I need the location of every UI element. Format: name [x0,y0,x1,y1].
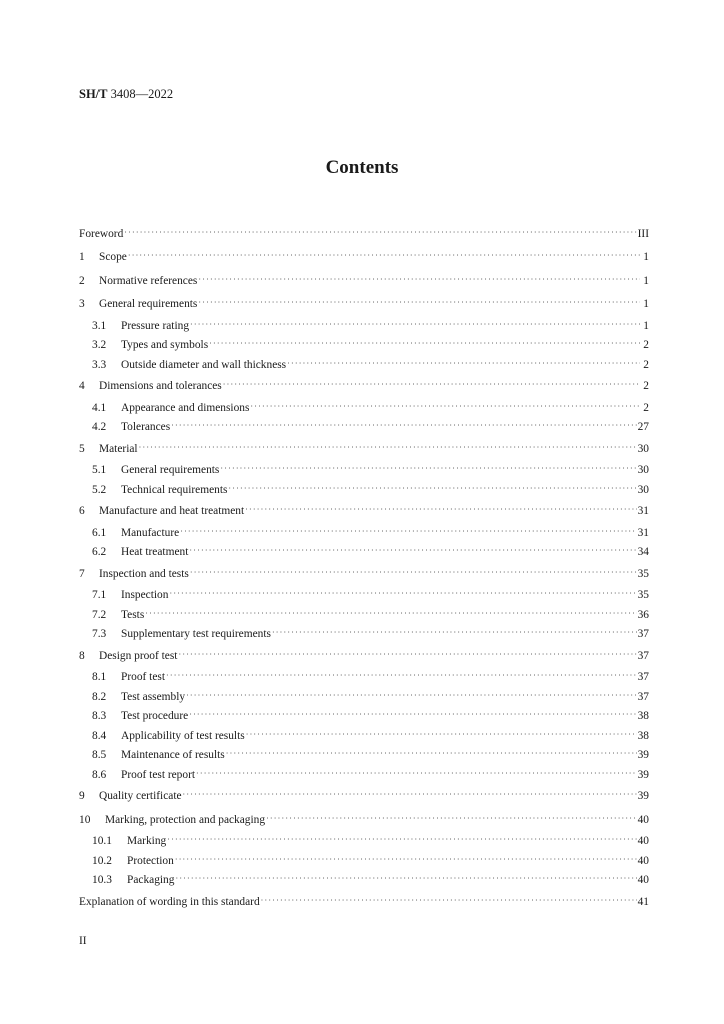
toc-entry[interactable] [79,461,649,481]
table-of-contents [79,222,649,914]
toc-entry-title: Explanation of wording in this standard [79,895,260,908]
toc-entry[interactable] [79,851,649,871]
toc-dot-leader [198,297,640,309]
toc-entry-page: 39 [637,790,649,803]
toc-dot-leader [228,483,636,495]
toc-dot-leader [189,545,636,557]
toc-entry-number: 7.2 [92,608,107,621]
toc-entry-page: III [637,227,649,240]
toc-entry-page: 1 [643,319,649,332]
toc-entry[interactable] [79,871,649,891]
toc-entry[interactable] [79,355,649,375]
page-number: II [79,935,87,947]
toc-entry-number: 3.3 [92,358,107,371]
toc-entry-number: 3.2 [92,339,107,352]
toc-entry-number: 6.2 [92,546,107,559]
toc-entry-number: 4.1 [92,401,107,414]
toc-entry-page: 40 [637,874,649,887]
toc-entry-page: 30 [637,483,649,496]
toc-entry-page: 36 [637,608,649,621]
toc-dot-leader [189,709,636,721]
toc-entry-title: Normative references [99,274,198,287]
toc-dot-leader [178,649,636,661]
toc-entry[interactable] [79,625,649,645]
toc-entry[interactable] [79,523,649,543]
standard-number: 3408—2022 [110,87,174,101]
toc-dot-leader [128,250,640,262]
toc-entry[interactable] [79,785,649,809]
toc-entry-number: 6 [79,505,85,518]
toc-entry-number: 8.5 [92,749,107,762]
toc-entry-page: 37 [637,671,649,684]
toc-entry-page: 2 [643,380,649,393]
toc-entry[interactable] [79,707,649,727]
toc-entry-number: 5.2 [92,483,107,496]
toc-entry-title: Maintenance of results [121,749,225,762]
toc-entry-title: Foreword [79,227,124,240]
toc-entry-page: 40 [637,813,649,826]
toc-entry-number: 10.2 [92,854,112,867]
toc-entry-number: 4.2 [92,421,107,434]
toc-entry[interactable] [79,687,649,707]
toc-entry-title: Dimensions and tolerances [99,380,222,393]
toc-entry-number: 1 [79,251,85,264]
page-title: Contents [325,157,399,178]
toc-entry-page: 39 [637,768,649,781]
toc-dot-leader [246,729,637,741]
toc-entry-title: Tolerances [121,421,171,434]
toc-dot-leader [261,895,637,907]
toc-entry-page: 2 [643,401,649,414]
toc-entry[interactable] [79,832,649,852]
toc-entry-title: Proof test [121,671,165,684]
toc-entry-title: Types and symbols [121,339,209,352]
toc-entry-number: 3 [79,298,85,311]
toc-dot-leader [171,420,636,432]
toc-dot-leader [124,227,636,239]
toc-entry-page: 41 [637,895,649,908]
toc-entry-page: 40 [637,835,649,848]
toc-entry-page: 1 [643,298,649,311]
toc-entry-number: 10.3 [92,874,112,887]
toc-entry-page: 30 [637,442,649,455]
toc-entry-title: Appearance and dimensions [121,401,250,414]
toc-dot-leader [196,768,637,780]
toc-entry[interactable] [79,246,649,270]
toc-entry-title: Proof test report [121,768,196,781]
toc-dot-leader [223,379,640,391]
toc-entry[interactable] [79,746,649,766]
toc-entry-title: Supplementary test requirements [121,628,271,641]
toc-entry-title: Manufacture and heat treatment [99,505,245,518]
toc-entry-number: 9 [79,790,85,803]
toc-entry-number: 5 [79,442,85,455]
toc-entry-number: 8.4 [92,729,107,742]
toc-entry[interactable] [79,586,649,606]
toc-entry-title: Scope [99,251,127,264]
toc-entry-number: 5.1 [92,464,107,477]
toc-entry-number: 8.3 [92,710,107,723]
toc-entry-page: 31 [637,526,649,539]
toc-entry-page: 38 [637,710,649,723]
toc-dot-leader [180,526,636,538]
toc-entry-title: Technical requirements [121,483,228,496]
toc-entry[interactable] [79,480,649,500]
toc-dot-leader [169,588,636,600]
toc-dot-leader [266,813,637,825]
toc-dot-leader [287,358,640,370]
toc-entry-page: 27 [637,421,649,434]
toc-entry-title: Test procedure [121,710,189,723]
toc-entry[interactable] [79,668,649,688]
toc-entry-title: Applicability of test results [121,729,245,742]
toc-dot-leader [145,608,636,620]
toc-entry[interactable] [79,543,649,563]
toc-entry-page: 2 [643,358,649,371]
toc-entry-title: Manufacture [121,526,180,539]
toc-entry-page: 1 [643,251,649,264]
toc-entry-number: 4 [79,380,85,393]
toc-dot-leader [166,670,637,682]
toc-entry-title: Marking [127,835,167,848]
toc-entry-title: Test assembly [121,690,186,703]
toc-entry-page: 37 [637,628,649,641]
toc-entry[interactable] [79,562,649,586]
standard-code: SH/T [79,87,108,101]
toc-entry-page: 37 [637,690,649,703]
toc-entry-page: 35 [637,567,649,580]
toc-entry-title: Packaging [127,874,175,887]
toc-entry[interactable] [79,726,649,746]
toc-dot-leader [198,274,640,286]
toc-dot-leader [190,319,640,331]
toc-entry-title: Material [99,442,138,455]
toc-entry-title: Outside diameter and wall thickness [121,358,287,371]
toc-entry[interactable] [79,375,649,399]
toc-entry[interactable] [79,765,649,785]
toc-entry-title: Design proof test [99,649,178,662]
toc-entry-number: 2 [79,274,85,287]
toc-entry-title: Protection [127,854,174,867]
toc-entry[interactable] [79,222,649,246]
toc-entry[interactable] [79,418,649,438]
toc-entry-number: 8.2 [92,690,107,703]
toc-dot-leader [175,854,637,866]
toc-entry[interactable] [79,644,649,668]
toc-entry-title: General requirements [121,464,220,477]
toc-entry-page: 30 [637,464,649,477]
toc-dot-leader [190,567,637,579]
toc-entry-page: 37 [637,649,649,662]
toc-entry[interactable] [79,500,649,524]
toc-dot-leader [186,690,637,702]
toc-dot-leader [245,504,636,516]
toc-entry-page: 31 [637,505,649,518]
toc-dot-leader [167,834,636,846]
toc-dot-leader [272,627,637,639]
toc-dot-leader [250,401,640,413]
toc-entry-title: Tests [121,608,145,621]
toc-entry-number: 7 [79,567,85,580]
toc-entry[interactable] [79,605,649,625]
toc-entry-page: 34 [637,546,649,559]
toc-entry-page: 1 [643,274,649,287]
toc-entry-page: 35 [637,589,649,602]
toc-dot-leader [220,463,636,475]
toc-entry-title: Heat treatment [121,546,189,559]
toc-entry-number: 6.1 [92,526,107,539]
toc-dot-leader [139,442,637,454]
toc-dot-leader [183,789,637,801]
toc-entry[interactable] [79,437,649,461]
toc-entry-number: 7.1 [92,589,107,602]
toc-entry-title: Pressure rating [121,319,190,332]
toc-entry[interactable] [79,336,649,356]
toc-entry-title: General requirements [99,298,198,311]
toc-entry-number: 10.1 [92,835,112,848]
toc-entry-number: 3.1 [92,319,107,332]
toc-entry-page: 2 [643,339,649,352]
toc-entry-number: 10 [79,813,91,826]
toc-entry[interactable] [79,269,649,293]
document-header [79,87,173,102]
toc-entry-title: Quality certificate [99,790,182,803]
toc-entry[interactable] [79,316,649,336]
toc-entry-number: 8 [79,649,85,662]
toc-entry-number: 8.1 [92,671,107,684]
toc-entry[interactable] [79,890,649,914]
toc-dot-leader [175,873,636,885]
toc-entry-number: 7.3 [92,628,107,641]
toc-entry-title: Inspection [121,589,169,602]
toc-entry-number: 8.6 [92,768,107,781]
toc-entry-page: 38 [637,729,649,742]
toc-entry-title: Marking, protection and packaging [105,813,266,826]
toc-entry[interactable] [79,808,649,832]
toc-entry[interactable] [79,398,649,418]
toc-entry-title: Inspection and tests [99,567,189,580]
toc-entry-page: 40 [637,854,649,867]
toc-dot-leader [226,748,637,760]
toc-entry-page: 39 [637,749,649,762]
toc-dot-leader [209,338,640,350]
toc-entry[interactable] [79,293,649,317]
